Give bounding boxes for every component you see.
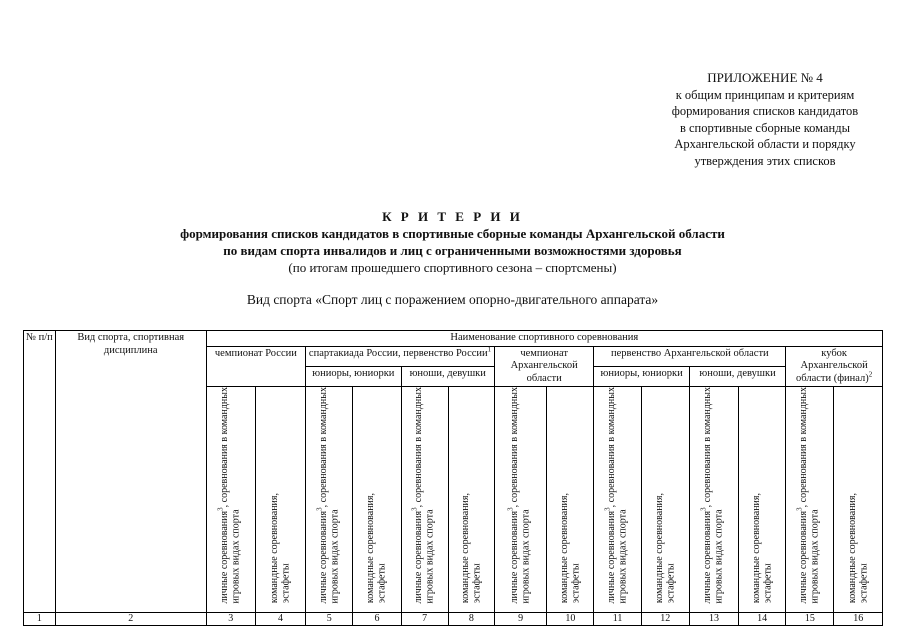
team-label: командные соревнования, эстафеты <box>653 493 677 604</box>
heading-line-2: по видам спорта инвалидов и лиц с ограниченными возможностями здоровья <box>223 243 682 258</box>
column-number: 9 <box>494 613 546 626</box>
column-number: 13 <box>689 613 738 626</box>
appendix-line: к общим принципам и критериям <box>675 87 855 102</box>
header-sport-discipline: Вид спорта, спортивная дисциплина <box>55 331 206 613</box>
column-number: 15 <box>786 613 834 626</box>
group-champ-russia: чемпионат России <box>206 346 306 387</box>
individual-label: личные соревнования$^3$, соревнования в командных игровых видах спорта <box>700 387 725 604</box>
column-team <box>834 387 883 613</box>
heading-line-3: (по итогам прошедшего спортивного сезона – спортсмены) <box>288 260 617 275</box>
sport-name: Вид спорта «Спорт лиц с поражением опорно-двигательного аппарата» <box>246 292 659 307</box>
column-number: 2 <box>55 613 206 626</box>
individual-label: личные соревнования$^3$, соревнования в командных игровых видах спорта <box>603 387 629 604</box>
column-number: 3 <box>206 613 255 626</box>
appendix-block <box>600 70 905 169</box>
column-individual <box>206 387 255 613</box>
team-label: командные соревнования, эстафеты <box>846 493 870 604</box>
column-team <box>448 387 494 613</box>
column-number: 8 <box>448 613 494 626</box>
subgroup-juniors: юниоры, юниорки <box>594 366 689 386</box>
criteria-table <box>23 330 883 626</box>
group-champ-arkh: чемпионат Архангельской области <box>494 346 594 387</box>
header-competition: Наименование спортивного соревнования <box>206 331 882 347</box>
document-heading <box>0 208 905 276</box>
individual-label: личные соревнования$^3$, соревнования в командных игровых видах спорта <box>315 387 341 604</box>
column-individual <box>786 387 834 613</box>
group-cup-arkh: кубок Архангельской области (финал)$^2$ <box>786 346 883 387</box>
column-number: 12 <box>641 613 689 626</box>
subgroup-youth: юноши, девушки <box>401 366 494 386</box>
header-number: № п/п <box>24 331 56 613</box>
column-team <box>641 387 689 613</box>
team-label: командные соревнования, эстафеты <box>269 493 292 604</box>
document-title: К Р И Т Е Р И И <box>382 209 523 224</box>
appendix-line: утверждения этих списков <box>694 153 836 168</box>
heading-line-1: формирования списков кандидатов в спортивные сборные команды Архангельской области <box>180 226 725 241</box>
subgroup-youth: юноши, девушки <box>689 366 785 386</box>
team-label: командные соревнования, эстафеты <box>558 493 582 604</box>
group-spartakiad: спартакиада России, первенство России$^1$ <box>306 346 495 366</box>
appendix-title: ПРИЛОЖЕНИЕ № 4 <box>707 70 823 85</box>
appendix-line: формирования списков кандидатов <box>671 104 859 118</box>
column-individual <box>306 387 353 613</box>
column-team <box>255 387 305 613</box>
team-label: командные соревнования, эстафеты <box>750 493 774 604</box>
column-individual <box>689 387 738 613</box>
column-number: 11 <box>594 613 641 626</box>
column-number: 5 <box>306 613 353 626</box>
column-team <box>739 387 786 613</box>
column-team <box>353 387 401 613</box>
column-individual <box>594 387 641 613</box>
individual-label: личные соревнования$^3$, соревнования в командных игровых видах спорта <box>796 387 821 604</box>
column-individual <box>401 387 448 613</box>
column-number: 6 <box>353 613 401 626</box>
column-number: 1 <box>24 613 56 626</box>
subgroup-juniors: юниоры, юниорки <box>306 366 401 386</box>
column-number: 4 <box>255 613 305 626</box>
column-team <box>547 387 594 613</box>
column-number: 16 <box>834 613 883 626</box>
team-label: командные соревнования, эстафеты <box>459 493 483 604</box>
column-individual <box>494 387 546 613</box>
individual-label: личные соревнования$^3$, соревнования в командных игровых видах спорта <box>506 387 532 604</box>
column-number: 14 <box>739 613 786 626</box>
individual-label: личные соревнования$^3$, соревнования в командных игровых видах спорта <box>410 387 436 604</box>
column-number: 10 <box>547 613 594 626</box>
appendix-line: Архангельской области и порядку <box>674 137 856 151</box>
column-number: 7 <box>401 613 448 626</box>
individual-label: личные соревнования$^3$, соревнования в командных игровых видах спорта <box>216 387 242 604</box>
team-label: командные соревнования, эстафеты <box>365 493 388 604</box>
group-first-arkh: первенство Архангельской области <box>594 346 786 366</box>
appendix-line: в спортивные сборные команды <box>679 120 850 135</box>
